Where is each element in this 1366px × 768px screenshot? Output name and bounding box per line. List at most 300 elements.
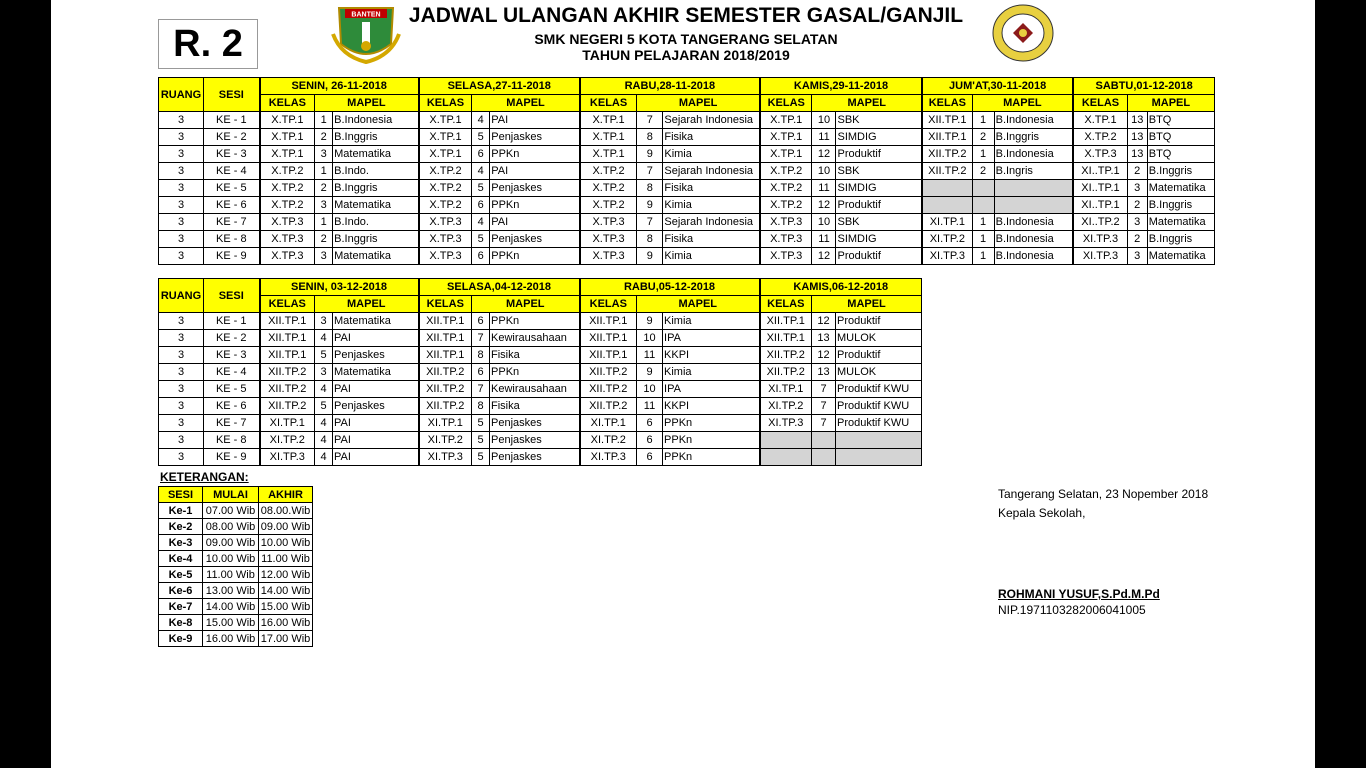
kelas-cell: XI.TP.2 xyxy=(260,432,315,449)
mapel-cell: Penjaskes xyxy=(333,398,419,415)
header-row-days xyxy=(159,279,922,296)
ruang-cell: 3 xyxy=(159,163,204,180)
number-cell: 6 xyxy=(472,197,490,214)
number-cell: 5 xyxy=(315,347,333,364)
keterangan-label: KETERANGAN: xyxy=(160,470,249,484)
mapel-cell: SIMDIG xyxy=(836,129,922,146)
kelas-cell: XII.TP.1 xyxy=(419,347,472,364)
kelas-cell: XI.TP.3 xyxy=(1073,248,1127,265)
kelas-header: KELAS xyxy=(922,95,972,112)
header-row-days xyxy=(159,78,1215,95)
number-cell: 12 xyxy=(812,313,836,330)
mapel-cell: Produktif xyxy=(836,248,922,265)
ruang-header: RUANG xyxy=(159,78,204,112)
kelas-cell: XII.TP.2 xyxy=(419,398,472,415)
number-cell: 7 xyxy=(637,214,663,231)
kelas-cell: XI..TP.1 xyxy=(1073,163,1127,180)
mapel-cell: KKPI xyxy=(663,347,760,364)
number-cell: 12 xyxy=(812,347,836,364)
session-cell: Ke-9 xyxy=(159,631,203,647)
kelas-cell: XII.TP.1 xyxy=(580,313,637,330)
kelas-header: KELAS xyxy=(260,296,315,313)
kelas-cell: XII.TP.2 xyxy=(760,364,812,381)
number-cell: 7 xyxy=(472,330,490,347)
end-cell: 10.00 Wib xyxy=(259,535,313,551)
start-cell: 09.00 Wib xyxy=(203,535,259,551)
mapel-cell: Kewirausahaan xyxy=(490,330,580,347)
number-cell: 10 xyxy=(637,381,663,398)
number-cell: 8 xyxy=(472,347,490,364)
sesi-cell: KE - 3 xyxy=(204,146,260,163)
kelas-cell: XI.TP.3 xyxy=(1073,231,1127,248)
table-row xyxy=(159,129,1215,146)
kelas-cell: XI.TP.1 xyxy=(419,415,472,432)
kelas-cell: XII.TP.1 xyxy=(419,330,472,347)
table-row xyxy=(159,551,313,567)
number-cell: 4 xyxy=(472,112,490,129)
number-cell: 13 xyxy=(1127,129,1147,146)
number-cell: 12 xyxy=(812,197,836,214)
number-cell: 1 xyxy=(315,112,333,129)
kelas-cell: XII.TP.2 xyxy=(419,381,472,398)
end-cell: 15.00 Wib xyxy=(259,599,313,615)
table-row xyxy=(159,415,922,432)
table-row xyxy=(159,432,922,449)
ruang-cell: 3 xyxy=(159,347,204,364)
number-cell: 2 xyxy=(972,129,994,146)
mapel-cell: B.Inggris xyxy=(1147,197,1214,214)
principal-name: ROHMANI YUSUF,S.Pd.M.Pd xyxy=(998,587,1160,601)
kelas-cell: XI.TP.2 xyxy=(419,432,472,449)
ruang-cell: 3 xyxy=(159,398,204,415)
number-cell: 4 xyxy=(315,432,333,449)
mapel-cell: Penjaskes xyxy=(333,347,419,364)
table-row xyxy=(159,599,313,615)
start-cell: 11.00 Wib xyxy=(203,567,259,583)
number-cell: 4 xyxy=(315,381,333,398)
session-cell: Ke-2 xyxy=(159,519,203,535)
kelas-cell: XII.TP.2 xyxy=(260,398,315,415)
day-header: SELASA,27-11-2018 xyxy=(419,78,580,95)
kelas-cell: XII.TP.1 xyxy=(922,129,972,146)
mapel-cell: SIMDIG xyxy=(836,231,922,248)
mapel-cell: MULOK xyxy=(836,364,922,381)
kelas-header: KELAS xyxy=(419,296,472,313)
mapel-cell: Matematika xyxy=(333,248,419,265)
number-cell: 13 xyxy=(1127,146,1147,163)
ruang-cell: 3 xyxy=(159,381,204,398)
number-cell: 7 xyxy=(472,381,490,398)
number-cell: 3 xyxy=(315,364,333,381)
kelas-cell: X.TP.2 xyxy=(580,163,637,180)
session-cell: Ke-6 xyxy=(159,583,203,599)
number-cell: 5 xyxy=(472,432,490,449)
kelas-cell: X.TP.1 xyxy=(260,129,315,146)
number-cell xyxy=(972,180,994,197)
table-row xyxy=(159,146,1215,163)
mapel-header: MAPEL xyxy=(812,296,922,313)
mapel-header: MAPEL xyxy=(637,296,760,313)
number-cell: 7 xyxy=(637,112,663,129)
mapel-cell: Produktif xyxy=(836,146,922,163)
number-cell: 12 xyxy=(812,146,836,163)
schedule-table-week-2 xyxy=(158,278,922,466)
ruang-cell: 3 xyxy=(159,432,204,449)
number-cell: 4 xyxy=(315,449,333,466)
kelas-cell: XII.TP.1 xyxy=(922,112,972,129)
kelas-cell: X.TP.2 xyxy=(1073,129,1127,146)
kelas-cell: X.TP.1 xyxy=(760,129,812,146)
start-cell: 14.00 Wib xyxy=(203,599,259,615)
mapel-cell: PAI xyxy=(333,381,419,398)
table-row xyxy=(159,330,922,347)
kelas-cell: X.TP.3 xyxy=(580,231,637,248)
number-cell: 5 xyxy=(472,449,490,466)
number-cell: 5 xyxy=(472,129,490,146)
mapel-cell: Produktif KWU xyxy=(836,398,922,415)
mapel-header: MAPEL xyxy=(315,95,419,112)
kelas-cell: X.TP.2 xyxy=(760,180,812,197)
table-row xyxy=(159,214,1215,231)
kelas-cell: XI.TP.3 xyxy=(760,415,812,432)
kelas-cell: X.TP.2 xyxy=(419,180,472,197)
table-row xyxy=(159,398,922,415)
table-row xyxy=(159,163,1215,180)
table-row xyxy=(159,112,1215,129)
mapel-cell xyxy=(836,449,922,466)
kelas-cell: X.TP.1 xyxy=(260,146,315,163)
table-row xyxy=(159,248,1215,265)
mapel-cell: SBK xyxy=(836,163,922,180)
sesi-cell: KE - 5 xyxy=(204,381,260,398)
kelas-cell: X.TP.1 xyxy=(760,146,812,163)
session-cell: Ke-1 xyxy=(159,503,203,519)
header-row-columns xyxy=(159,296,922,313)
ruang-cell: 3 xyxy=(159,415,204,432)
ruang-cell: 3 xyxy=(159,313,204,330)
mapel-cell: Fisika xyxy=(663,129,760,146)
number-cell: 5 xyxy=(472,180,490,197)
mapel-cell: PPKn xyxy=(663,449,760,466)
kelas-cell: X.TP.3 xyxy=(260,248,315,265)
number-cell: 9 xyxy=(637,197,663,214)
mapel-header: MAPEL xyxy=(315,296,419,313)
kelas-cell: XI.TP.3 xyxy=(260,449,315,466)
kelas-cell: X.TP.3 xyxy=(419,231,472,248)
sesi-cell: KE - 9 xyxy=(204,449,260,466)
mapel-cell: B.Inggris xyxy=(1147,163,1214,180)
number-cell: 6 xyxy=(637,432,663,449)
mapel-header: MAPEL xyxy=(472,296,580,313)
kelas-cell: XI.TP.3 xyxy=(580,449,637,466)
session-cell: Ke-8 xyxy=(159,615,203,631)
mapel-cell: B.Indo. xyxy=(333,163,419,180)
kelas-cell: X.TP.2 xyxy=(760,163,812,180)
number-cell: 3 xyxy=(315,313,333,330)
kelas-cell: X.TP.3 xyxy=(260,231,315,248)
spreadsheet-page xyxy=(51,0,1315,768)
number-cell: 7 xyxy=(812,398,836,415)
kelas-cell: XII.TP.1 xyxy=(580,347,637,364)
mapel-cell: SBK xyxy=(836,214,922,231)
day-header: JUM'AT,30-11-2018 xyxy=(922,78,1073,95)
mapel-cell: PPKn xyxy=(490,313,580,330)
kelas-cell: XII.TP.2 xyxy=(419,364,472,381)
kelas-header: KELAS xyxy=(760,95,812,112)
kelas-cell: X.TP.2 xyxy=(580,197,637,214)
mapel-cell: Kimia xyxy=(663,197,760,214)
ruang-cell: 3 xyxy=(159,146,204,163)
number-cell xyxy=(812,449,836,466)
mapel-cell: Sejarah Indonesia xyxy=(663,163,760,180)
mapel-cell: Matematika xyxy=(1147,180,1214,197)
kelas-cell: X.TP.1 xyxy=(580,146,637,163)
end-cell: 14.00 Wib xyxy=(259,583,313,599)
mapel-cell: BTQ xyxy=(1147,146,1214,163)
number-cell: 2 xyxy=(315,231,333,248)
start-cell: 08.00 Wib xyxy=(203,519,259,535)
kelas-cell: X.TP.1 xyxy=(419,112,472,129)
kelas-cell: XII.TP.2 xyxy=(580,381,637,398)
mapel-cell: KKPI xyxy=(663,398,760,415)
sesi-cell: KE - 7 xyxy=(204,214,260,231)
ruang-cell: 3 xyxy=(159,449,204,466)
number-cell: 9 xyxy=(637,313,663,330)
mapel-cell: Penjaskes xyxy=(490,180,580,197)
number-cell: 11 xyxy=(637,347,663,364)
mapel-cell: B.Indonesia xyxy=(994,146,1073,163)
kelas-cell: X.TP.1 xyxy=(760,112,812,129)
mapel-cell: Kimia xyxy=(663,146,760,163)
mapel-cell: SBK xyxy=(836,112,922,129)
session-cell: Ke-4 xyxy=(159,551,203,567)
sesi-cell: KE - 7 xyxy=(204,415,260,432)
kelas-cell: XI.TP.1 xyxy=(922,214,972,231)
day-header: KAMIS,06-12-2018 xyxy=(760,279,922,296)
kelas-cell: X.TP.1 xyxy=(419,146,472,163)
table-row xyxy=(159,503,313,519)
number-cell: 6 xyxy=(472,364,490,381)
mapel-cell: B.Inggris xyxy=(333,129,419,146)
table-row xyxy=(159,615,313,631)
mapel-cell: B.Indo. xyxy=(333,214,419,231)
mapel-header: MAPEL xyxy=(972,95,1073,112)
sesi-cell: KE - 6 xyxy=(204,398,260,415)
sesi-cell: KE - 8 xyxy=(204,432,260,449)
kelas-cell: X.TP.3 xyxy=(760,231,812,248)
mapel-cell: B.Indonesia xyxy=(994,214,1073,231)
mapel-cell: PAI xyxy=(490,214,580,231)
kelas-header: KELAS xyxy=(580,95,637,112)
room-label: R. 2 xyxy=(158,19,258,69)
number-cell: 1 xyxy=(972,231,994,248)
number-cell: 2 xyxy=(1127,231,1147,248)
kelas-cell: X.TP.3 xyxy=(419,214,472,231)
table-row xyxy=(159,631,313,647)
start-cell: 16.00 Wib xyxy=(203,631,259,647)
number-cell: 1 xyxy=(972,248,994,265)
number-cell: 1 xyxy=(972,146,994,163)
number-cell: 12 xyxy=(812,248,836,265)
end-cell: 11.00 Wib xyxy=(259,551,313,567)
kelas-cell: XI.TP.1 xyxy=(260,415,315,432)
table-row xyxy=(159,180,1215,197)
mapel-cell: Sejarah Indonesia xyxy=(663,112,760,129)
table-row xyxy=(159,231,1215,248)
ruang-cell: 3 xyxy=(159,180,204,197)
schedule-table-week-1 xyxy=(158,77,1215,265)
kelas-cell: XII.TP.2 xyxy=(922,163,972,180)
number-cell: 9 xyxy=(637,364,663,381)
mapel-cell: Penjaskes xyxy=(490,415,580,432)
number-cell: 5 xyxy=(315,398,333,415)
header-row-columns xyxy=(159,95,1215,112)
number-cell: 10 xyxy=(812,163,836,180)
mapel-header: MAPEL xyxy=(472,95,580,112)
kelas-cell xyxy=(760,449,812,466)
mapel-cell xyxy=(994,180,1073,197)
ruang-cell: 3 xyxy=(159,214,204,231)
kelas-cell xyxy=(922,180,972,197)
mapel-cell: B.Inggris xyxy=(333,231,419,248)
kelas-cell: X.TP.2 xyxy=(419,163,472,180)
kelas-cell: X.TP.3 xyxy=(1073,146,1127,163)
number-cell: 3 xyxy=(315,197,333,214)
number-cell: 6 xyxy=(472,313,490,330)
kelas-header: KELAS xyxy=(580,296,637,313)
academic-year: TAHUN PELAJARAN 2018/2019 xyxy=(582,47,790,63)
ruang-cell: 3 xyxy=(159,129,204,146)
mapel-cell: Fisika xyxy=(490,398,580,415)
number-cell: 2 xyxy=(1127,163,1147,180)
kelas-cell: X.TP.2 xyxy=(260,163,315,180)
page-title: JADWAL ULANGAN AKHIR SEMESTER GASAL/GANJIL xyxy=(408,4,964,27)
mapel-cell: B.Inggris xyxy=(994,129,1073,146)
mapel-cell: PAI xyxy=(490,163,580,180)
table-row xyxy=(159,364,922,381)
sesi-cell: KE - 2 xyxy=(204,129,260,146)
mapel-cell: B.Indonesia xyxy=(333,112,419,129)
mapel-cell: MULOK xyxy=(836,330,922,347)
mapel-cell: B.Indonesia xyxy=(994,231,1073,248)
kelas-cell: X.TP.3 xyxy=(760,214,812,231)
mapel-cell: Matematika xyxy=(1147,214,1214,231)
sesi-header: SESI xyxy=(204,279,260,313)
mapel-cell: Matematika xyxy=(333,313,419,330)
mapel-cell: IPA xyxy=(663,330,760,347)
session-cell: Ke-3 xyxy=(159,535,203,551)
number-cell: 11 xyxy=(812,180,836,197)
number-cell: 10 xyxy=(812,214,836,231)
keterangan-header: AKHIR xyxy=(259,487,313,503)
kelas-cell: X.TP.1 xyxy=(580,129,637,146)
number-cell: 7 xyxy=(637,163,663,180)
kelas-header: KELAS xyxy=(260,95,315,112)
kelas-cell: X.TP.2 xyxy=(260,197,315,214)
number-cell: 11 xyxy=(812,231,836,248)
number-cell: 1 xyxy=(315,163,333,180)
number-cell: 6 xyxy=(637,449,663,466)
kelas-cell: X.TP.1 xyxy=(1073,112,1127,129)
kelas-cell: X.TP.2 xyxy=(260,180,315,197)
day-header: SENIN, 26-11-2018 xyxy=(260,78,419,95)
kelas-cell: XII.TP.2 xyxy=(580,398,637,415)
mapel-header: MAPEL xyxy=(812,95,922,112)
kelas-header: KELAS xyxy=(1073,95,1127,112)
kelas-cell: X.TP.1 xyxy=(419,129,472,146)
start-cell: 07.00 Wib xyxy=(203,503,259,519)
mapel-cell: Fisika xyxy=(663,231,760,248)
mapel-cell: PAI xyxy=(333,432,419,449)
sesi-cell: KE - 8 xyxy=(204,231,260,248)
kelas-cell: X.TP.2 xyxy=(419,197,472,214)
sesi-cell: KE - 1 xyxy=(204,112,260,129)
mapel-cell xyxy=(836,432,922,449)
principal-nip: NIP.197110328200604100​5 xyxy=(998,603,1146,617)
number-cell: 6 xyxy=(472,248,490,265)
signature-place-date: Tangerang Selatan, 23 Nopember 2018 xyxy=(998,487,1209,501)
mapel-cell: Penjaskes xyxy=(490,231,580,248)
ruang-cell: 3 xyxy=(159,231,204,248)
kelas-cell: XII.TP.1 xyxy=(260,330,315,347)
mapel-cell: Fisika xyxy=(490,347,580,364)
mapel-cell: B.Inggris xyxy=(1147,231,1214,248)
mapel-cell: Matematika xyxy=(333,197,419,214)
end-cell: 09.00 Wib xyxy=(259,519,313,535)
day-header: RABU,28-11-2018 xyxy=(580,78,760,95)
ruang-cell: 3 xyxy=(159,330,204,347)
sesi-cell: KE - 4 xyxy=(204,163,260,180)
kelas-cell: XI..TP.1 xyxy=(1073,180,1127,197)
mapel-cell: PAI xyxy=(333,449,419,466)
number-cell xyxy=(972,197,994,214)
mapel-cell: IPA xyxy=(663,381,760,398)
table-row xyxy=(159,567,313,583)
kelas-cell: XII.TP.2 xyxy=(760,347,812,364)
kelas-cell: XII.TP.2 xyxy=(922,146,972,163)
day-header: RABU,05-12-2018 xyxy=(580,279,760,296)
mapel-cell: Penjaskes xyxy=(490,129,580,146)
kelas-cell: XII.TP.1 xyxy=(419,313,472,330)
logo-left-text: BANTEN xyxy=(351,11,381,19)
number-cell: 9 xyxy=(637,248,663,265)
sesi-cell: KE - 2 xyxy=(204,330,260,347)
kelas-cell: XII.TP.1 xyxy=(260,347,315,364)
kelas-header: KELAS xyxy=(419,95,472,112)
number-cell: 5 xyxy=(472,415,490,432)
kelas-cell: X.TP.3 xyxy=(260,214,315,231)
number-cell: 10 xyxy=(637,330,663,347)
number-cell: 4 xyxy=(472,214,490,231)
number-cell: 1 xyxy=(972,214,994,231)
mapel-cell: Fisika xyxy=(663,180,760,197)
start-cell: 15.00 Wib xyxy=(203,615,259,631)
session-cell: Ke-7 xyxy=(159,599,203,615)
day-header: SELASA,04-12-2018 xyxy=(419,279,580,296)
number-cell: 11 xyxy=(812,129,836,146)
day-header: SABTU,01-12-2018 xyxy=(1073,78,1214,95)
mapel-cell: PAI xyxy=(490,112,580,129)
session-times-table xyxy=(158,486,313,647)
table-row xyxy=(159,347,922,364)
number-cell: 4 xyxy=(315,330,333,347)
number-cell: 1 xyxy=(972,112,994,129)
mapel-cell: PPKn xyxy=(663,432,760,449)
number-cell: 11 xyxy=(637,398,663,415)
table-row xyxy=(159,519,313,535)
kelas-cell: XII.TP.2 xyxy=(580,364,637,381)
kelas-cell: XI.TP.2 xyxy=(922,231,972,248)
